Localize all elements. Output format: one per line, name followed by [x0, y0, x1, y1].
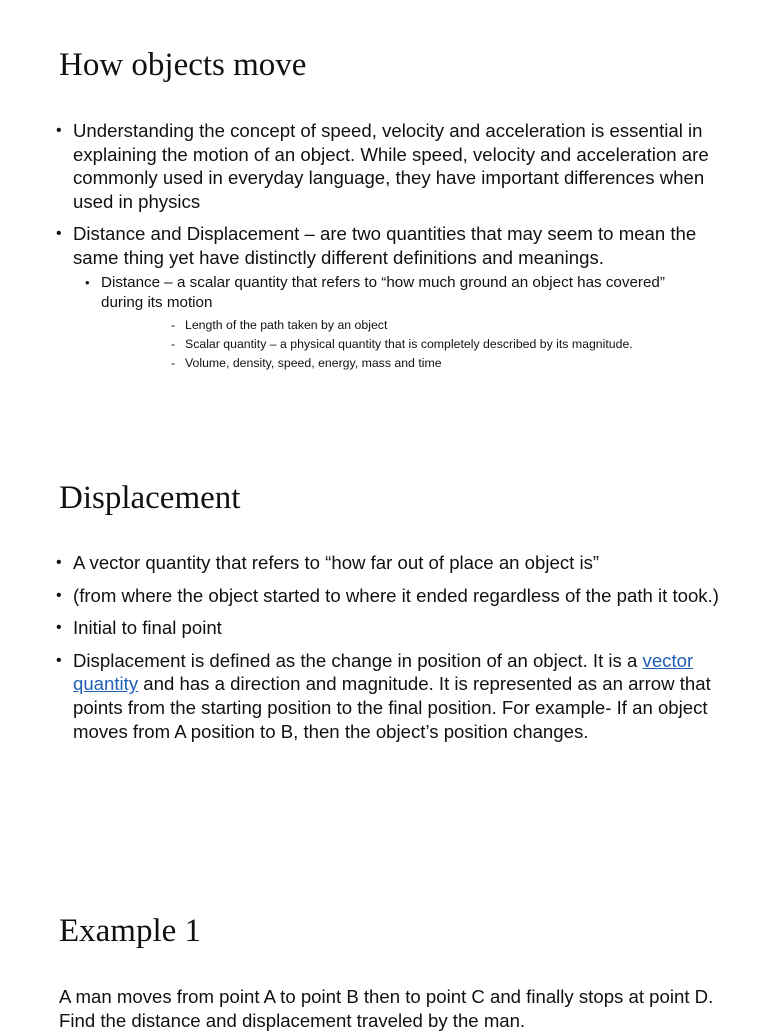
bullet-icon: •: [56, 554, 62, 571]
bullet-icon: •: [85, 274, 90, 290]
bullet-text: Initial to final point: [73, 617, 222, 639]
bullet-icon: •: [56, 225, 62, 243]
bullet-icon: •: [56, 651, 62, 669]
bullet-text: Understanding the concept of speed, velocity and acceleration is essential in explaining the motion of an object. While speed, velocity and acceleration are commonly used in everyday language, they have important differences when used in physics: [73, 120, 709, 212]
bullet-text: A vector quantity that refers to “how far out of place an object is”: [73, 552, 600, 573]
bullet-text-after-link: and has a direction and magnitude. It is represented as an arrow that points from the starting position to the final position. For example- If an object moves from A position to B, then the object’s position changes.: [73, 673, 711, 742]
bullet-icon: •: [56, 619, 62, 637]
dash-icon: -: [171, 317, 176, 332]
bullet-text-before-link: Displacement is defined as the change in position of an object. It is a: [73, 649, 643, 671]
dash-item-text: Volume, density, speed, energy, mass and time: [185, 355, 442, 370]
dash-item-text: Scalar quantity – a physical quantity that is completely described by its magnitude.: [185, 336, 633, 351]
slide-title: Example 1: [59, 913, 202, 949]
dash-item-text: Length of the path taken by an object: [185, 317, 388, 332]
bullet-icon: •: [56, 122, 62, 139]
slide-title: How objects move: [59, 47, 307, 83]
sub-bullet-text: Distance – a scalar quantity that refers to “how much ground an object has covered” during its motion: [101, 273, 665, 312]
dash-icon: -: [171, 336, 176, 351]
slide-title: Displacement: [59, 480, 241, 516]
vector-quantity-link[interactable]: vector quantity: [73, 649, 694, 695]
dash-icon: -: [171, 355, 176, 370]
example-body-text: A man moves from point A to point B then to point C and finally stops at point D. Find the distance and displacement traveled by the man.: [59, 986, 714, 1031]
bullet-icon: •: [56, 586, 62, 604]
bullet-text: Distance and Displacement – are two quantities that may seem to mean the same thing yet have distinctly different definitions and meanings.: [73, 223, 697, 268]
bullet-text: (from where the object started to where it ended regardless of the path it took.): [73, 584, 719, 606]
